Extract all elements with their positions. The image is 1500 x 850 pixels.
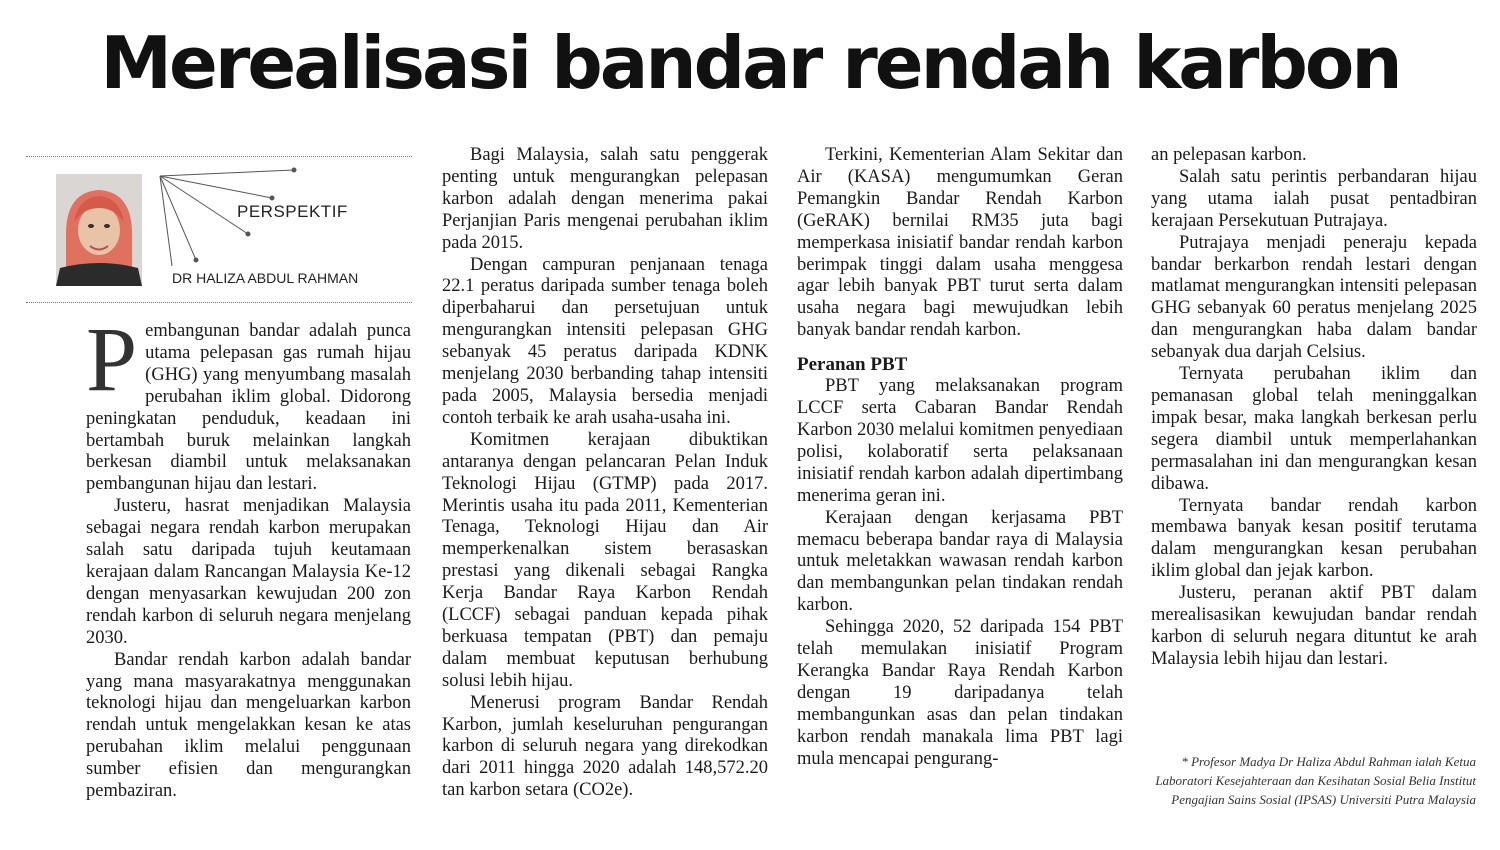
paragraph: Bandar rendah karbon adalah bandar yang mana masyarakatnya menggunakan teknologi hijau dan mengeluarkan karbon rendah untuk mengelakkan kesan ke atas perubahan iklim melalui penggunaan sumber efisien dan mengurangkan pembaziran. [86, 649, 411, 802]
paragraph: Putrajaya menjadi peneraju kepada bandar berkarbon rendah lestari dengan matlamat mengurangkan intensiti pelepasan GHG sebanyak 60 peratus menjelang 2025 dan mengurangkan haba dalam bandar sebanyak dua darjah Celsius. [1151, 232, 1477, 363]
drop-cap: P [86, 308, 138, 410]
paragraph [86, 308, 411, 496]
column-label: PERSPEKTIF [237, 202, 348, 221]
paragraph: Terkini, Kementerian Alam Sekitar dan Air (KASA) mengumumkan Geran Pemangkin Bandar Rendah Karbon (GeRAK) bernilai RM35 juta bagi memperkasa inisiatif bandar rendah karbon berimpak tinggi dalam usaha menggesa agar lebih banyak PBT turut serta dalam usaha negara bagi mewujudkan lebih banyak bandar rendah karbon. [797, 145, 1123, 341]
paragraph: Menerusi program Bandar Rendah Karbon, jumlah keseluruhan pengurangan karbon di seluruh negara yang direkodkan dari 2011 hingga 2020 adalah 148,572.20 tan karbon setara (CO2e). [442, 692, 768, 801]
paragraph: Bagi Malaysia, salah satu penggerak penting untuk mengurangkan pelepasan karbon adalah dengan menerima pakai Perjanjian Paris mengenai perubahan iklim pada 2015. [442, 145, 768, 253]
headline: Merealisasi bandar rendah karbon [100, 21, 1400, 105]
paragraph: Salah satu perintis perbandaran hijau yang utama ialah pusat pentadbiran kerajaan Persekutuan Putrajaya. [1151, 166, 1477, 231]
paragraph: Justeru, hasrat menjadikan Malaysia sebagai negara rendah karbon merupakan salah satu daripada tujuh keutamaan kerajaan dalam Rancangan Malaysia Ke-12 dengan menyasarkan kewujudan 200 zon rendah karbon di seluruh negara menjelang 2030. [86, 496, 411, 648]
author-photo [56, 174, 142, 286]
paragraph: Kerajaan dengan kerjasama PBT memacu beberapa bandar raya di Malaysia untuk meletakkan wawasan rendah karbon dan membangunkan pelan tindakan rendah karbon. [797, 507, 1123, 616]
paragraph: Ternyata perubahan iklim dan pemanasan global telah meninggalkan impak besar, maka langkah berkesan perlu segera diambil untuk memperlahankan permasalahan ini dan mengurangkan kesan dibawa. [1151, 364, 1477, 494]
paragraph: Ternyata bandar rendah karbon membawa banyak kesan positif terutama dalam mengurangkan kesan perubahan iklim global dan jejak karbon. [1151, 495, 1477, 582]
author-footnote: * Profesor Madya Dr Haliza Abdul Rahman ialah Ketua Laboratori Kesejahteraan dan Kesihatan Sosial Belia Institut Pengajian Sains Sosial (IPSAS) Universiti Putra Malaysia [1155, 754, 1476, 807]
author-name: DR HALIZA ABDUL RAHMAN [172, 270, 359, 286]
paragraph: Justeru, peranan aktif PBT dalam merealisasikan kewujudan bandar rendah karbon di seluruh negara dituntut ke arah Malaysia lebih hijau dan lestari. [1151, 583, 1477, 669]
paragraph-text: embangunan bandar adalah punca utama pelepasan gas rumah hijau (GHG) yang menyumbang masalah perubahan iklim global. Didorong peningkatan penduduk, keadaan ini bertambah buruk melainkan langkah berkesan diambil untuk melaksanakan pembangunan hijau dan lestari. [86, 321, 411, 495]
bottom-divider [26, 302, 412, 303]
top-divider [26, 156, 412, 157]
column-3 [797, 145, 1123, 770]
paragraph: Sehingga 2020, 52 daripada 154 PBT telah memulakan inisiatif Program Kerangka Bandar Raya Rendah Karbon dengan 19 daripadanya telah membangunkan asas dan pelan tindakan karbon rendah manakala lima PBT lagi mula mencapai pengurang- [797, 617, 1123, 769]
paragraph: Dengan campuran penjanaan tenaga 22.1 peratus daripada sumber tenaga boleh diperbaharui dan persetujuan untuk mengurangkan intensiti pelepasan GHG sebanyak 45 peratus daripada KDNK menjelang 2030 berbanding tahap intensiti pada 2005, Malaysia bersedia menjadi contoh terbaik ke arah usaha-usaha ini. [442, 254, 768, 428]
paragraph: Komitmen kerajaan dibuktikan antaranya dengan pelancaran Pelan Induk Teknologi Hijau (GTMP) pada 2017. Merintis usaha itu pada 2011, Kementerian Tenaga, Teknologi Hijau dan Air memperkenalkan sistem berasaskan prestasi yang dikenali sebagai Rangka Kerja Bandar Raya Karbon Rendah (LCCF) sebagai panduan kepada pihak berkuasa tempatan (PBT) dan pemaju dalam membuat keputusan berhubung solusi lebih hijau. [442, 429, 768, 691]
subheading: Peranan PBT [797, 354, 908, 376]
column-1 [86, 308, 411, 803]
column-2 [442, 145, 768, 802]
paragraph: an pelepasan karbon. [1151, 145, 1307, 165]
paragraph: PBT yang melaksanakan program LCCF serta Cabaran Bandar Rendah Karbon 2030 melalui komitmen penyediaan polisi, kolaboratif serta pelaksanaan inisiatif rendah karbon adalah dipertimbang menerima geran ini. [797, 376, 1123, 506]
column-4 [1151, 145, 1477, 671]
